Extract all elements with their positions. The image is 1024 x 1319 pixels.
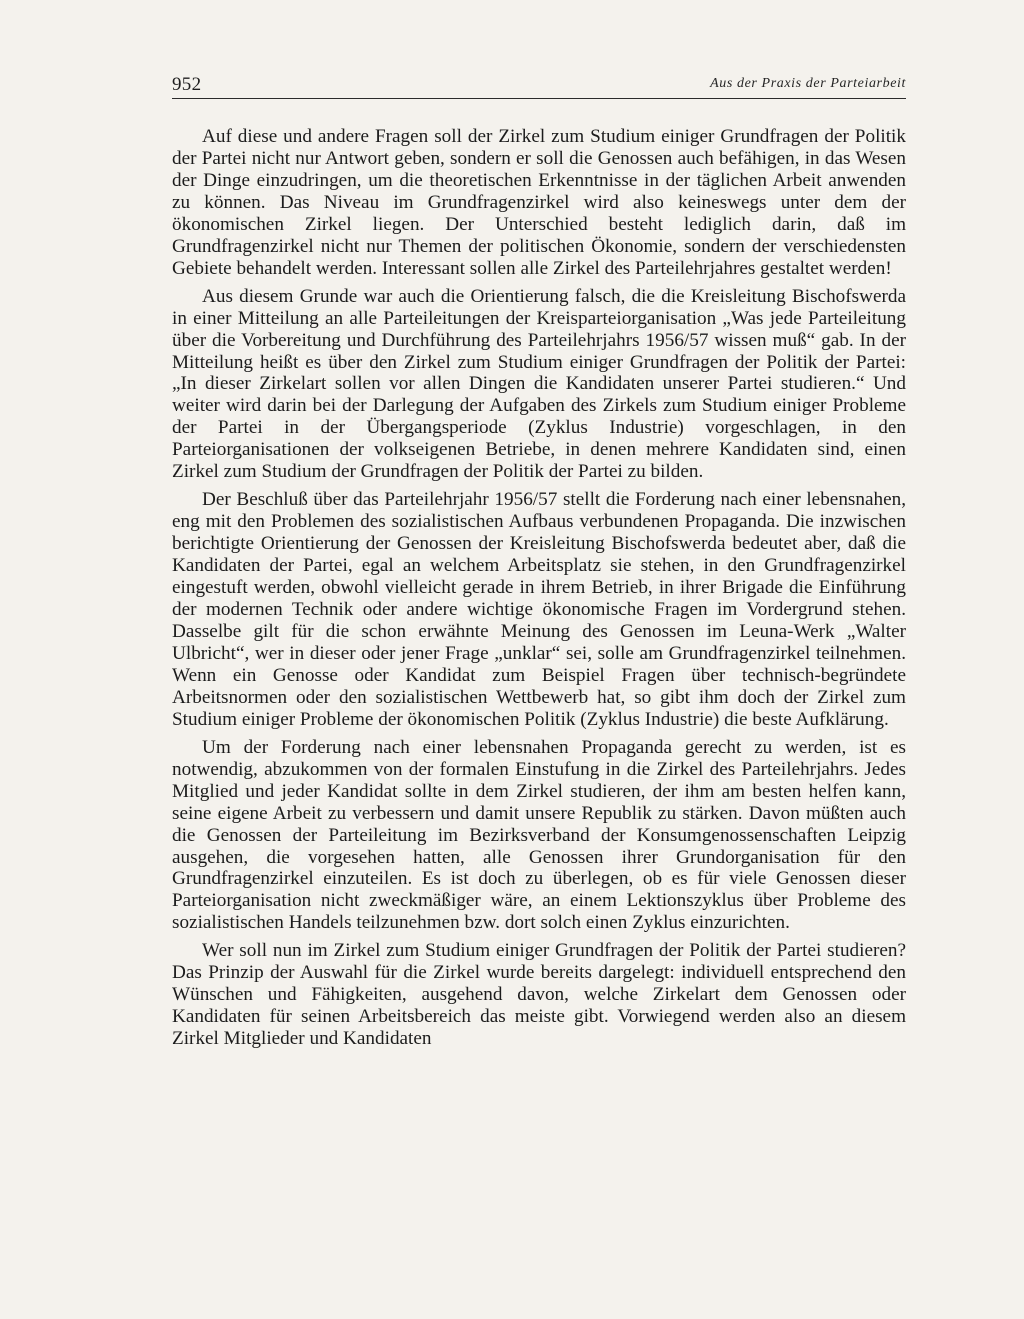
running-title: Aus der Praxis der Parteiarbeit	[710, 76, 906, 91]
paragraph: Der Beschluß über das Parteilehrjahr 1956/57 stellt die Forderung nach einer lebensnahen, eng mit den Problemen des sozialistischen Aufbaus verbundenen Propaganda. Die inzwischen berichtigte Orientierung der Genossen der Kreisleitung Bischofswerda bedeutet aber, daß die Kandidaten der Partei, egal an welchem Arbeitsplatz sie stehen, in den Grundfragenzirkel eingestuft werden, obwohl vielleicht gerade in ihrem Betrieb, in ihrer Brigade die Einführung der modernen Technik oder andere wichtige ökonomische Fragen im Vordergrund stehen. Dasselbe gilt für die schon erwähnte Meinung des Genossen im Leuna-Werk „Walter Ulbricht“, wer in dieser oder jener Frage „unklar“ sei, solle am Grundfragenzirkel teilnehmen. Wenn ein Genosse oder Kandidat zum Beispiel Fragen über technisch-begründete Arbeitsnormen oder den sozialistischen Wettbewerb hat, so gibt ihm doch der Zirkel zum Studium einiger Probleme der ökonomischen Politik (Zyklus Industrie) die beste Aufklärung.	[172, 489, 906, 730]
article-body	[172, 126, 906, 1050]
paragraph: Wer soll nun im Zirkel zum Studium einiger Grundfragen der Politik der Partei studieren? Das Prinzip der Auswahl für die Zirkel wurde bereits dargelegt: individuell entsprechend den Wünschen und Fähigkeiten, ausgehend davon, welche Zirkelart dem Genossen oder Kandidaten für seinen Arbeitsbereich das meiste gibt. Vorwiegend werden also an diesem Zirkel Mitglieder und Kandidaten	[172, 940, 906, 1050]
paragraph: Aus diesem Grunde war auch die Orientierung falsch, die die Kreisleitung Bischofswerda in einer Mitteilung an alle Parteileitungen der Kreisparteiorganisation „Was jede Parteileitung über die Vorbereitung und Durchführung des Parteilehrjahrs 1956/57 wissen muß“ gab. In der Mitteilung heißt es über den Zirkel zum Studium einiger Grundfragen der Politik der Partei: „In dieser Zirkelart sollen vor allen Dingen die Kandidaten unserer Partei studieren.“ Und weiter wird darin bei der Darlegung der Aufgaben des Zirkels zum Studium einiger Probleme der Partei in der Übergangsperiode (Zyklus Industrie) vorgeschlagen, in den Parteiorganisationen der volkseigenen Betriebe, in denen mehrere Kandidaten sind, einen Zirkel zum Studium der Grundfragen der Politik der Partei zu bilden.	[172, 285, 906, 483]
paragraph: Um der Forderung nach einer lebensnahen Propaganda gerecht zu werden, ist es notwendig, abzukommen von der formalen Einstufung in die Zirkel des Parteilehrjahrs. Jedes Mitglied und jeder Kandidat sollte in dem Zirkel studieren, der ihm am besten helfen kann, seine eigene Arbeit zu verbessern und damit unsere Republik zu stärken. Davon müßten auch die Genossen der Parteileitung im Bezirksverband der Konsumgenossenschaften Leipzig ausgehen, die vorgesehen hatten, alle Genossen ihrer Grundorganisation für den Grundfragenzirkel einzuteilen. Es ist doch zu überlegen, ob es für viele Genossen dieser Parteiorganisation nicht zweckmäßiger wäre, an einem Lektionszyklus über Probleme des sozialistischen Handels teilzunehmen bzw. dort solch einen Zyklus einzurichten.	[172, 736, 906, 934]
page-number: 952	[172, 74, 202, 95]
paragraph: Auf diese und andere Fragen soll der Zirkel zum Studium einiger Grundfragen der Politik der Partei nicht nur Antwort geben, sondern er soll die Genossen auch befähigen, in das Wesen der Dinge einzudringen, um die theoretischen Erkenntnisse in der täglichen Arbeit anwenden zu können. Das Niveau im Grundfragenzirkel wird also keineswegs unter dem der ökonomischen Zirkel liegen. Der Unterschied besteht lediglich darin, daß im Grundfragenzirkel nicht nur Themen der politischen Ökonomie, sondern der verschiedensten Gebiete behandelt werden. Interessant sollen alle Zirkel des Parteilehrjahres gestaltet werden!	[172, 126, 906, 279]
page-header	[172, 72, 906, 99]
